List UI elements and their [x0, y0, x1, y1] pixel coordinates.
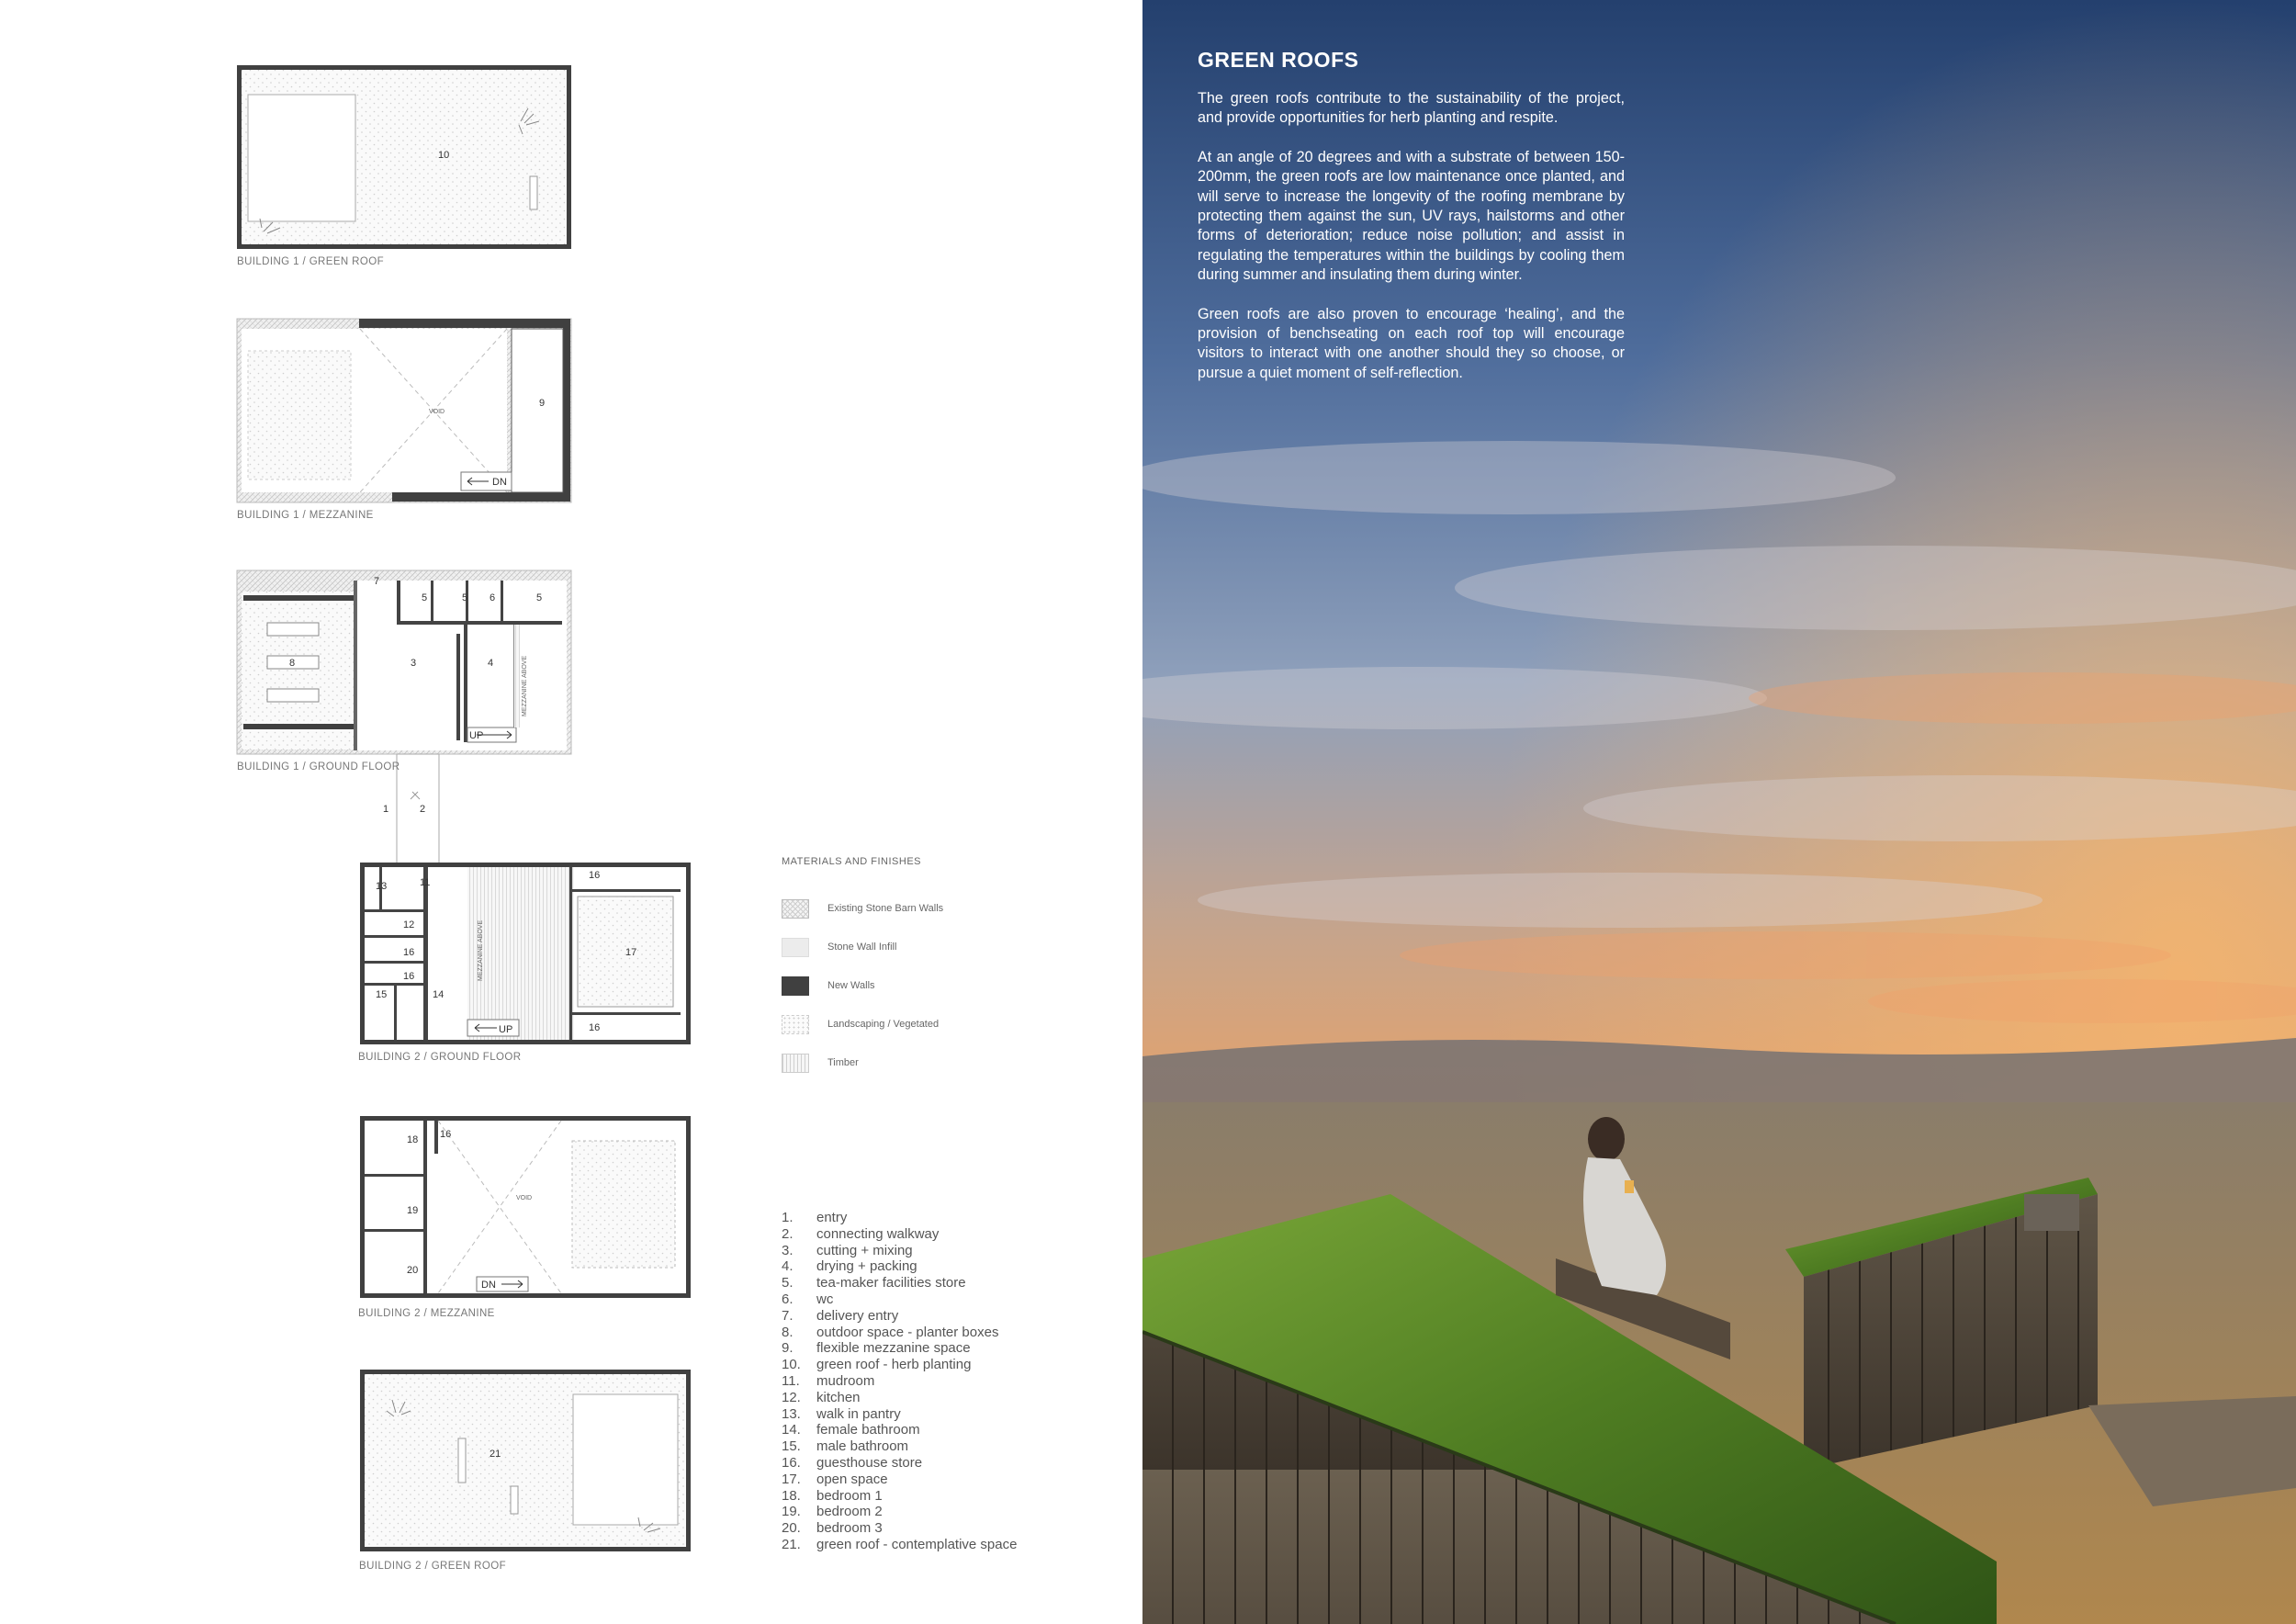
void-label: VOID [516, 1195, 533, 1201]
legend-item [782, 928, 1057, 966]
room-number: 5 [536, 592, 543, 603]
legend-label: New Walls [827, 980, 875, 991]
key-item [782, 1537, 1112, 1553]
key-label: bedroom 3 [816, 1520, 883, 1537]
room-number: 9 [539, 398, 546, 409]
plan-caption: BUILDING 2 / MEZZANINE [358, 1308, 495, 1319]
key-number: 21. [782, 1536, 801, 1552]
room-number: 11 [420, 877, 431, 888]
plan-caption: BUILDING 1 / MEZZANINE [237, 510, 374, 521]
room-number: 8 [289, 658, 296, 669]
key-item [782, 1308, 1112, 1325]
key-number: 4. [782, 1258, 793, 1275]
room-number: 12 [403, 919, 415, 930]
key-item [782, 1520, 1112, 1537]
key-item [782, 1340, 1112, 1357]
key-item [782, 1210, 1112, 1226]
key-item [782, 1373, 1112, 1390]
plan-caption: BUILDING 2 / GREEN ROOF [359, 1561, 507, 1572]
legend-swatch [782, 976, 809, 996]
plan-caption: BUILDING 2 / GROUND FLOOR [358, 1052, 522, 1063]
key-item [782, 1504, 1112, 1520]
mezzanine-above-label: MEZZANINE ABOVE [478, 919, 484, 981]
key-number: 12. [782, 1389, 801, 1405]
panel-paragraph: Green roofs are also proven to encourage ‘healing’, and the provision of benchseating on each roof top will encourage visitors to interact with one another should they so choose, or pursue a quiet moment of self-reflection. [1198, 305, 1625, 381]
key-number: 5. [782, 1275, 793, 1291]
key-item [782, 1357, 1112, 1373]
key-number: 17. [782, 1471, 801, 1487]
room-number: 13 [376, 881, 388, 892]
key-item [782, 1275, 1112, 1291]
room-number: 16 [589, 870, 601, 881]
legend-label: Existing Stone Barn Walls [827, 903, 944, 914]
key-label: connecting walkway [816, 1225, 940, 1242]
room-number: 4 [488, 658, 494, 669]
plan-caption: BUILDING 1 / GREEN ROOF [237, 256, 385, 267]
key-label: entry [816, 1210, 848, 1225]
key-item [782, 1291, 1112, 1308]
mezzanine-above-label: MEZZANINE ABOVE [522, 655, 528, 716]
key-number: 2. [782, 1225, 793, 1242]
legend-item [782, 966, 1057, 1005]
key-number: 14. [782, 1422, 801, 1438]
legend-label: Stone Wall Infill [827, 942, 897, 953]
stair-label: DN [492, 477, 507, 488]
key-item [782, 1472, 1112, 1488]
room-number: 19 [407, 1205, 419, 1216]
legend-label: Timber [827, 1057, 859, 1068]
stair-label: UP [499, 1024, 513, 1035]
legend-swatch [782, 1015, 809, 1034]
room-number: 2 [420, 804, 426, 815]
room-number: 20 [407, 1265, 419, 1276]
room-number: 5 [462, 592, 468, 603]
drawing-sheet [0, 0, 1142, 1624]
room-number: 16 [440, 1129, 452, 1140]
legend-swatch [782, 938, 809, 957]
key-item [782, 1488, 1112, 1505]
key-number: 7. [782, 1307, 793, 1324]
room-number: 17 [625, 947, 637, 958]
plan-building1-ground-floor [236, 570, 572, 863]
panel-paragraph: At an angle of 20 degrees and with a substrate of between 150-200mm, the green roofs are low maintenance once planted, and will serve to increase the longevity of the roofing membrane by protecting them against the sun, UV rays, hailstorms and other forms of deterioration; reduce noise pollution; and assist in regulating the temperatures within the buildings by cooling them during summer and insulating them during winter. [1198, 148, 1625, 284]
key-label: bedroom 1 [816, 1487, 883, 1504]
legend-label: Landscaping / Vegetated [827, 1019, 940, 1030]
room-number: 7 [374, 576, 380, 587]
key-item [782, 1325, 1112, 1341]
room-number: 14 [433, 989, 445, 1000]
materials-legend [782, 856, 1057, 1082]
room-number: 3 [411, 658, 417, 669]
room-number: 15 [376, 989, 388, 1000]
panel-paragraph: The green roofs contribute to the sustainability of the project, and provide opportunities for herb planting and respite. [1198, 90, 1625, 127]
key-label: female bathroom [816, 1422, 920, 1438]
room-number: 16 [403, 947, 415, 958]
key-number: 11. [782, 1372, 800, 1389]
room-number: 6 [490, 592, 496, 603]
key-label: green roof - contemplative space [816, 1536, 1018, 1552]
key-label: kitchen [816, 1389, 861, 1405]
plan-building1-mezzanine [236, 318, 572, 503]
plan-caption: BUILDING 1 / GROUND FLOOR [237, 761, 400, 773]
key-label: bedroom 2 [816, 1504, 883, 1520]
room-number: 21 [490, 1449, 501, 1460]
legend-item [782, 1043, 1057, 1082]
key-item [782, 1422, 1112, 1438]
key-label: tea-maker facilities store [816, 1275, 966, 1291]
room-number: 16 [589, 1022, 601, 1033]
key-number: 6. [782, 1291, 793, 1307]
key-label: cutting + mixing [816, 1242, 913, 1258]
key-label: delivery entry [816, 1307, 899, 1324]
key-label: walk in pantry [816, 1405, 901, 1422]
legend-title: MATERIALS AND FINISHES [782, 856, 921, 867]
key-number: 18. [782, 1487, 801, 1504]
key-number: 10. [782, 1357, 801, 1373]
key-label: wc [816, 1291, 834, 1307]
key-label: male bathroom [816, 1438, 909, 1455]
key-label: drying + packing [816, 1258, 917, 1275]
room-number: 18 [407, 1134, 419, 1145]
room-number: 16 [403, 971, 415, 982]
green-roofs-text [1198, 48, 1625, 402]
key-label: green roof - herb planting [816, 1357, 972, 1373]
legend-swatch [782, 899, 809, 919]
green-roof-rendering [1142, 0, 2296, 1624]
stair-label: UP [469, 730, 484, 741]
plan-building1-green-roof [236, 64, 572, 250]
key-number: 9. [782, 1340, 793, 1357]
key-label: flexible mezzanine space [816, 1340, 971, 1357]
legend-swatch [782, 1054, 809, 1073]
key-label: guesthouse store [816, 1454, 923, 1471]
room-number: 5 [422, 592, 428, 603]
stair-label: DN [481, 1280, 496, 1291]
void-label: VOID [429, 409, 445, 415]
plan-building2-mezzanine [359, 1115, 692, 1299]
key-item [782, 1438, 1112, 1455]
key-number: 8. [782, 1324, 793, 1340]
key-number: 16. [782, 1454, 801, 1471]
key-item [782, 1455, 1112, 1472]
legend-item [782, 889, 1057, 928]
key-number: 1. [782, 1210, 793, 1225]
key-number: 20. [782, 1520, 801, 1537]
room-key-list [782, 1210, 1112, 1553]
key-label: open space [816, 1471, 888, 1487]
key-item [782, 1406, 1112, 1423]
key-number: 3. [782, 1242, 793, 1258]
legend-item [782, 1005, 1057, 1043]
plan-building2-green-roof [359, 1369, 692, 1552]
key-item [782, 1258, 1112, 1275]
panel-heading: GREEN ROOFS [1198, 48, 1359, 72]
key-item [782, 1226, 1112, 1243]
key-number: 19. [782, 1504, 801, 1520]
room-number: 10 [438, 150, 450, 161]
key-item [782, 1243, 1112, 1259]
room-number: 1 [383, 804, 389, 815]
key-item [782, 1390, 1112, 1406]
key-label: outdoor space - planter boxes [816, 1324, 999, 1340]
key-number: 13. [782, 1405, 801, 1422]
key-label: mudroom [816, 1372, 875, 1389]
plan-building2-ground-floor [359, 862, 692, 1045]
key-number: 15. [782, 1438, 801, 1455]
